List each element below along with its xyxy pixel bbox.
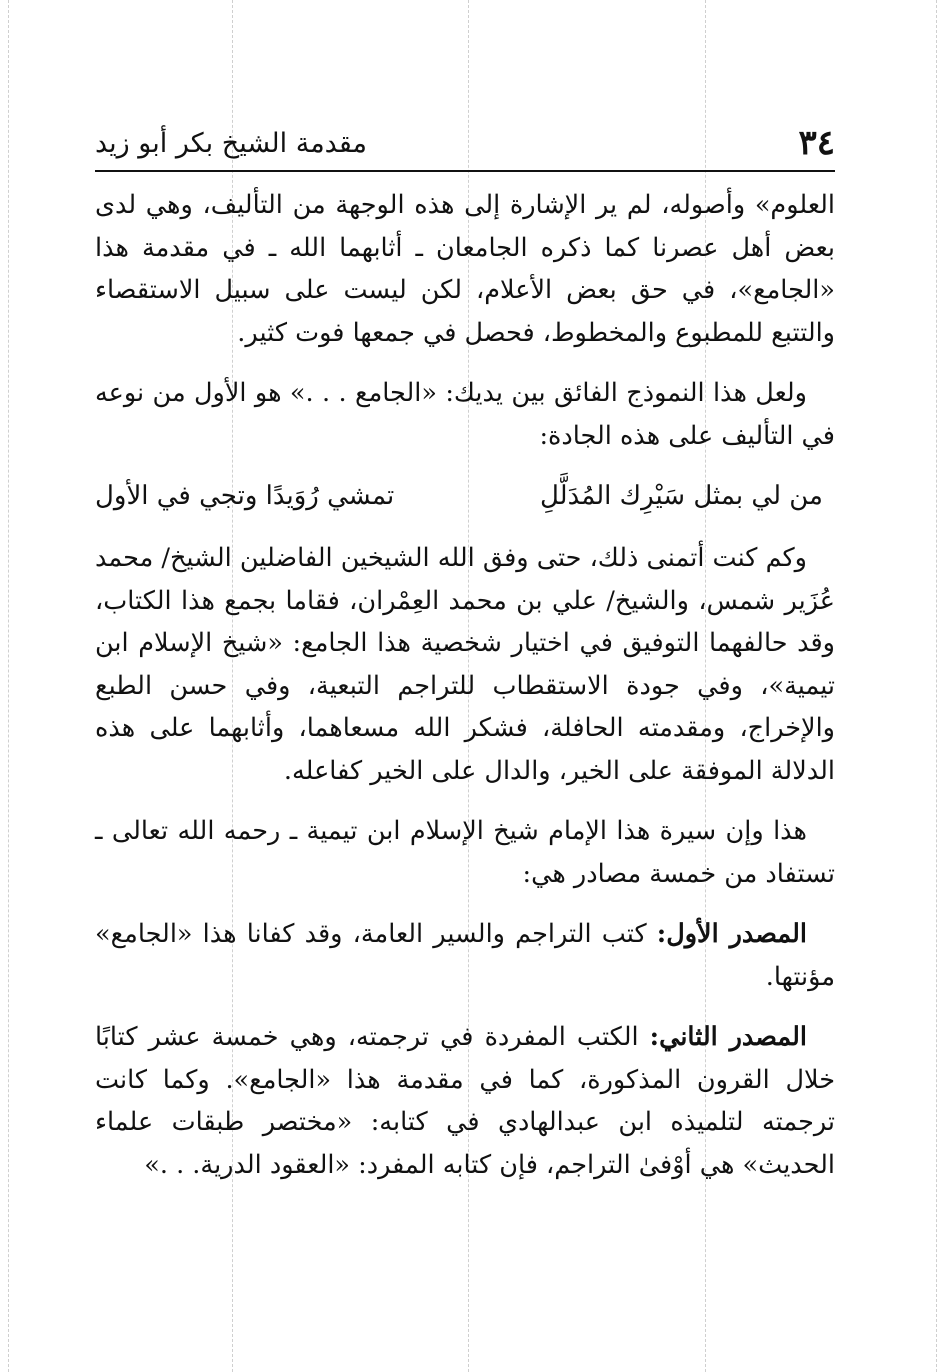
paragraph: هذا وإن سيرة هذا الإمام شيخ الإسلام ابن تيمية ـ رحمه الله تعالى ـ تستفاد من خمسة مصادر هي:: [95, 816, 835, 889]
paragraph: [95, 913, 835, 998]
paragraph: العلوم» وأصوله، لم ير الإشارة إلى هذه الوجهة من التأليف، وهي لدى بعض أهل عصرنا كما ذكره الجامعان ـ أثابهما الله ـ في مقدمة هذا «الجامع»، في حق بعض الأعلام، لكن ليست على سبيل الاستقصاء والتتبع للمطبوع والمخطوط، فحصل في جمعها فوت كثير.: [95, 190, 835, 348]
source-label: المصدر الأول:: [656, 919, 808, 949]
body-text: [95, 172, 835, 1186]
book-page: [95, 120, 835, 1204]
running-title: مقدمة الشيخ بكر أبو زيد: [95, 128, 367, 159]
paragraph: وكم كنت أتمنى ذلك، حتى وفق الله الشيخين الفاضلين الشيخ/ محمد عُزَير شمس، والشيخ/ علي بن محمد العِمْران، فقاما بجمع هذا الكتاب، وقد حالفهما التوفيق في اختيار شخصية هذا الجامع: «شيخ الإسلام ابن تيمية»، وفي جودة الاستقطاب للتراجم التبعية، وفي حسن الطبع والإخراج، ومقدمته الحافلة، فشكر الله مسعاهما، وأثابهما على هذه الدلالة الموفقة على الخير، والدال على الخير كفاعله.: [95, 543, 835, 786]
source-label: المصدر الثاني:: [649, 1022, 807, 1052]
paragraph: [95, 1016, 835, 1186]
verse-second-hemistich: تمشي رُوَيدًا وتجي في الأول: [95, 481, 395, 511]
poetry-verse: [95, 475, 835, 517]
margin-guide-line: [936, 0, 937, 1372]
verse-first-hemistich: من لي بمثل سَيْرِك المُدَلَّلِ: [539, 481, 823, 511]
page-number: ٣٤: [798, 123, 835, 163]
page-header: [95, 120, 835, 172]
paragraph-text: الكتب المفردة في ترجمته، وهي خمسة عشر كتابًا خلال القرون المذكورة، كما في مقدمة هذا «الجامع». وكما كانت ترجمته لتلميذه ابن عبدالهادي في كتابه: «مختصر طبقات علماء الحديث» هي أوْفىٰ التراجم، فإن كتابه المفرد: «العقود الدرية. . .»: [95, 1022, 835, 1180]
margin-guide-line: [8, 0, 9, 1372]
paragraph-text: كتب التراجم والسير العامة، وقد كفانا هذا «الجامع» مؤنتها.: [95, 919, 835, 992]
paragraph: ولعل هذا النموذج الفائق بين يديك: «الجامع . . .» هو الأول من نوعه في التأليف على هذه الجادة:: [95, 378, 835, 451]
